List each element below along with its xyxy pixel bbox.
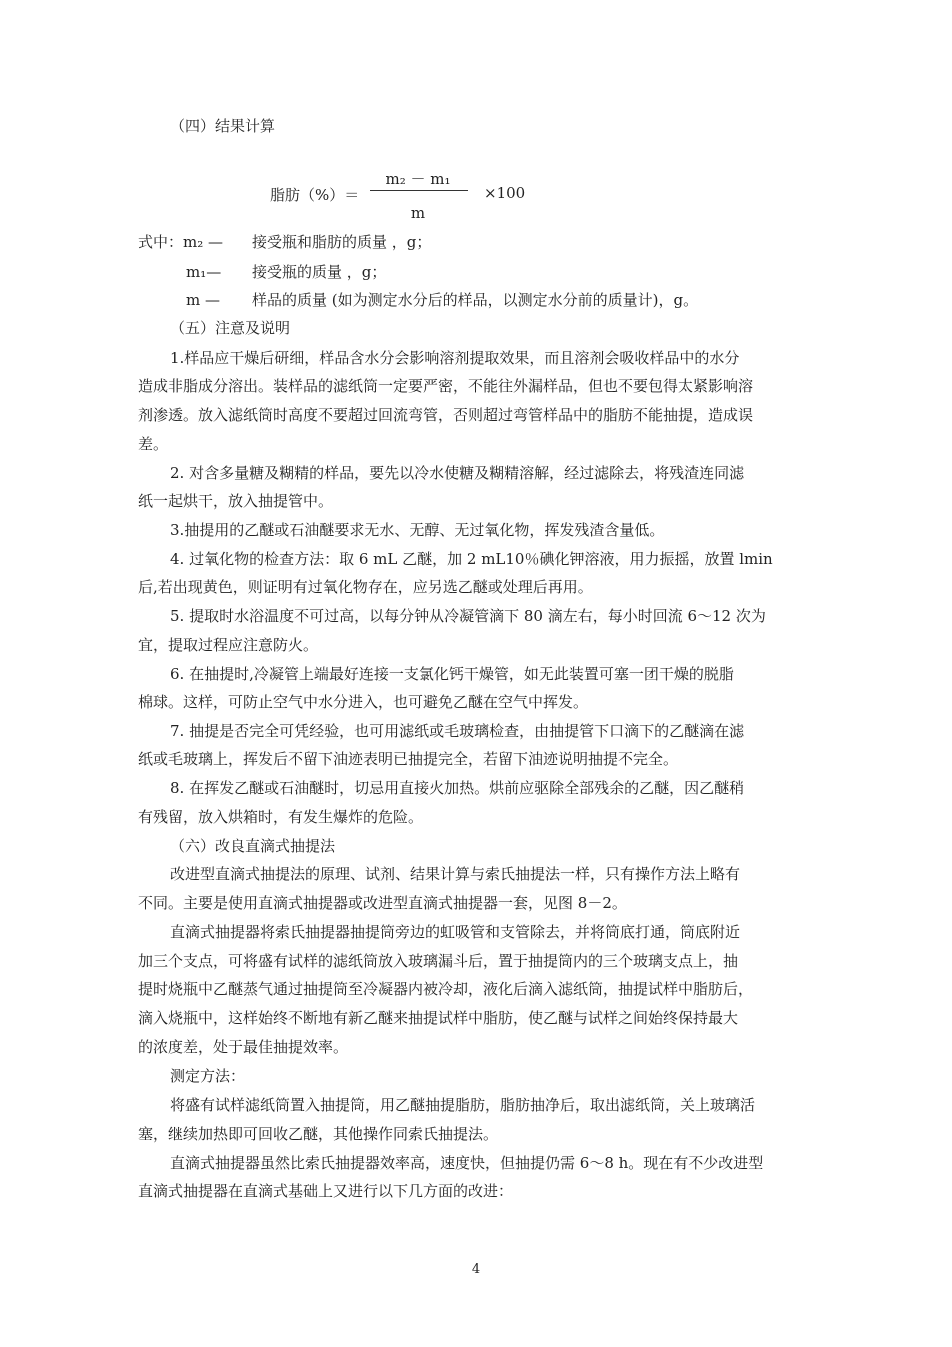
paragraph-line: 直滴式抽提器将索氏抽提器抽提筒旁边的虹吸管和支管除去，并将筒底打通，筒底附近 [170, 923, 741, 941]
paragraph-line: 直滴式抽提器在直滴式基础上又进行以下几方面的改进： [138, 1182, 514, 1200]
paragraph-line: 直滴式抽提器虽然比索氏抽提器效率高，速度快，但抽提仍需 6～8 h。现在有不少改进型 [170, 1154, 764, 1172]
formula-denominator: m [410, 204, 426, 222]
definition-symbol: 式中：m₂ — [138, 233, 224, 251]
paragraph-line: 改进型直滴式抽提法的原理、试剂、结果计算与索氏抽提法一样，只有操作方法上略有 [170, 865, 741, 883]
note-line: 棉球。这样，可防止空气中水分进入，也可避免乙醚在空气中挥发。 [138, 693, 589, 711]
paragraph-line: 加三个支点，可将盛有试样的滤纸筒放入玻璃漏斗后，置于抽提筒内的三个玻璃支点上，抽 [138, 952, 739, 970]
section-heading-results: （四）结果计算 [170, 117, 276, 135]
fraction-bar [370, 190, 468, 191]
note-line: 后,若出现黄色，则证明有过氧化物存在，应另选乙醚或处理后再用。 [138, 578, 593, 596]
definition-text: 接受瓶的质量 ，g； [252, 263, 387, 281]
paragraph-line: 塞，继续加热即可回收乙醚，其他操作同索氏抽提法。 [138, 1125, 499, 1143]
note-line: 8. 在挥发乙醚或石油醚时，切忌用直接火加热。烘前应驱除全部残余的乙醚，因乙醚稍 [170, 779, 745, 797]
note-line: 有残留，放入烘箱时，有发生爆炸的危险。 [138, 808, 424, 826]
formula-lhs: 脂肪（%）＝ [270, 186, 360, 204]
paragraph-line: 提时烧瓶中乙醚蒸气通过抽提筒至冷凝器内被冷却，液化后滴入滤纸筒，抽提试样中脂肪后， [138, 980, 754, 998]
definition-symbol: m — [186, 291, 220, 309]
section-heading-improved-method: （六）改良直滴式抽提法 [170, 837, 336, 855]
formula-multiplier: ×100 [484, 184, 526, 202]
paragraph-line: 的浓度差，处于最佳抽提效率。 [138, 1038, 349, 1056]
definition-text: 接受瓶和脂肪的质量 ，g； [252, 233, 432, 251]
paragraph-line: 测定方法： [170, 1067, 246, 1085]
note-line: 纸一起烘干，放入抽提管中。 [138, 492, 334, 510]
note-line: 1.样品应干燥后研细，样品含水分会影响溶剂提取效果，而且溶剂会吸收样品中的水分 [170, 349, 740, 367]
section-heading-notes: （五）注意及说明 [170, 319, 291, 337]
note-line: 2. 对含多量糖及糊精的样品，要先以冷水使糖及糊精溶解，经过滤除去，将残渣连同滤 [170, 464, 745, 482]
note-line: 4. 过氧化物的检查方法：取 6 mL 乙醚，加 2 mL10％碘化钾溶液，用力振摇，放置 lmin [170, 550, 773, 568]
fat-formula [270, 168, 570, 228]
paragraph-line: 不同。主要是使用直滴式抽提器或改进型直滴式抽提器一套，见图 8－2。 [138, 894, 627, 912]
note-line: 造成非脂成分溶出。装样品的滤纸筒一定要严密，不能往外漏样品，但也不要包得太紧影响溶 [138, 377, 754, 395]
note-line: 7. 抽提是否完全可凭经验，也可用滤纸或毛玻璃检查，由抽提管下口滴下的乙醚滴在滤 [170, 722, 745, 740]
definition-text: 样品的质量 (如为测定水分后的样品，以测定水分前的质量计)，g。 [252, 291, 699, 309]
note-line: 6. 在抽提时,冷凝管上端最好连接一支氯化钙干燥管，如无此装置可塞一团干燥的脱脂 [170, 665, 734, 683]
note-line: 纸或毛玻璃上，挥发后不留下油迹表明已抽提完全，若留下油迹说明抽提不完全。 [138, 750, 679, 768]
note-line: 3.抽提用的乙醚或石油醚要求无水、无醇、无过氧化物，挥发残渣含量低。 [170, 521, 665, 539]
paragraph-line: 将盛有试样滤纸筒置入抽提筒，用乙醚抽提脂肪，脂肪抽净后，取出滤纸筒，关上玻璃活 [170, 1096, 756, 1114]
note-line: 宜，提取过程应注意防火。 [138, 636, 319, 654]
paragraph-line: 滴入烧瓶中，这样始终不断地有新乙醚来抽提试样中脂肪，使乙醚与试样之间始终保持最大 [138, 1009, 739, 1027]
note-line: 差。 [138, 435, 169, 453]
formula-numerator: m₂ － m₁ [385, 170, 451, 188]
definition-symbol: m₁— [186, 263, 222, 281]
page-number: 4 [471, 1262, 481, 1277]
note-line: 5. 提取时水浴温度不可过高，以每分钟从冷凝管滴下 80 滴左右，每小时回流 6～12 次为 [170, 607, 766, 625]
note-line: 剂渗透。放入滤纸筒时高度不要超过回流弯管，否则超过弯管样品中的脂肪不能抽提，造成误 [138, 406, 754, 424]
